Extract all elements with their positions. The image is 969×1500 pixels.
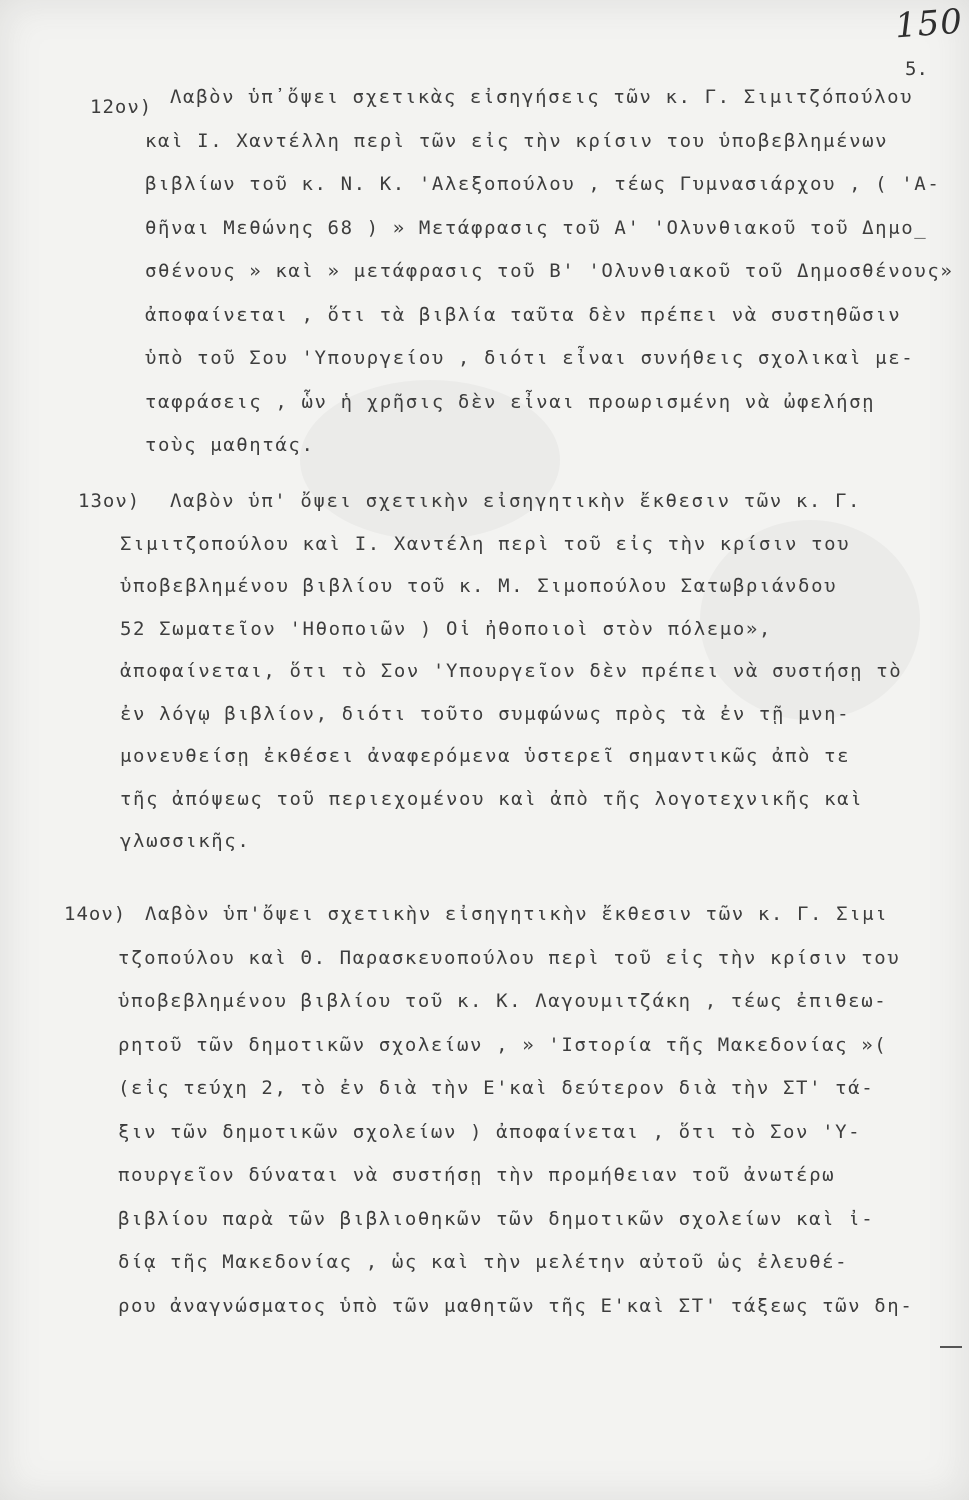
- text-line: ἐν λόγῳ βιβλίον, διότι τοῦτο συμφώνως πρὸς τὰ ἐν τῇ μνη-: [120, 702, 851, 725]
- text-line: Λαβὸν ὑπ'ὄψει σχετικὴν εἰσηγητικὴν ἔκθεσιν τῶν κ. Γ. Σιμι: [145, 903, 889, 925]
- text-line: ὑποβεβλημένου βιβλίου τοῦ κ. Μ. Σιμοπούλου Σατωβριάνδου: [120, 575, 838, 597]
- text-line: ρου ἀναγνώσματος ὑπὸ τῶν μαθητῶν τῆς Ε'καὶ ΣΤ' τάξεως τῶν δη-: [118, 1294, 914, 1317]
- text-line: ρητοῦ τῶν δημοτικῶν σχολείων , » 'Ιστορία τῆς Μακεδονίας »(: [118, 1033, 888, 1056]
- text-line: γλωσσικῆς.: [120, 830, 251, 852]
- text-line: τοὺς μαθητάς.: [145, 434, 315, 456]
- text-line: 52 Σωματεῖον 'Ηθοποιῶν ) Οἱ ἠθοποιοὶ στὸν πόλεμο»,: [120, 617, 772, 640]
- text-line: τῆς ἀπόψεως τοῦ περιεχομένου καὶ ἀπὸ τῆς λογοτεχνικῆς καὶ: [120, 787, 864, 810]
- text-line: ἀποφαίνεται, ὅτι τὸ Σον 'Υπουργεῖον δὲν πρέπει νὰ συστήσῃ τὸ: [120, 660, 903, 682]
- text-line: Σιμιτζοπούλου καὶ Ι. Χαντέλη περὶ τοῦ εἰς τὴν κρίσιν του: [120, 532, 851, 555]
- text-line: καὶ Ι. Χαντέλλη περὶ τῶν εἰς τὴν κρίσιν του ὑποβεβλημένων: [145, 129, 889, 152]
- margin-mark: [940, 1346, 962, 1348]
- text-line: βιβλίων τοῦ κ. Ν. Κ. 'Αλεξοπούλου , τέως Γυμνασιάρχου , ( 'Α-: [145, 173, 941, 195]
- text-line: σθένους » καὶ » μετάφρασις τοῦ Β' 'Ολυνθιακοῦ τοῦ Δημοσθένους»: [145, 260, 954, 282]
- text-line: ταφράσεις , ὧν ἡ χρῆσις δὲν εἶναι προωρισμένη νὰ ὠφελήσῃ: [145, 390, 876, 413]
- item-number: 12ον): [90, 96, 153, 118]
- text-line: βιβλίου παρὰ τῶν βιβλιοθηκῶν τῶν δημοτικῶν σχολείων καὶ ἰ-: [118, 1207, 875, 1230]
- text-line: Λαβὸν ὑπ᾽ὄψει σχετικὰς εἰσηγήσεις τῶν κ. Γ. Σιμιτζόπούλου: [170, 86, 914, 108]
- text-line: μονευθείσῃ ἐκθέσει ἀναφερόμενα ὑστερεῖ σημαντικῶς ἀπὸ τε: [120, 745, 851, 767]
- text-line: δίᾳ τῆς Μακεδονίας , ὡς καὶ τὴν μελέτην αὐτοῦ ὡς ἐλευθέ-: [118, 1251, 849, 1273]
- item-number: 14ον): [64, 903, 127, 925]
- item-number: 13ον): [78, 490, 141, 512]
- text-line: (εἰς τεύχη 2, τὸ ἐν διὰ τὴν Ε'καὶ δεύτερον διὰ τὴν ΣΤ' τά-: [118, 1077, 875, 1099]
- text-line: θῆναι Μεθώνης 68 ) » Μετάφρασις τοῦ Α' 'Ολυνθιακοῦ τοῦ Δημο_: [145, 216, 928, 239]
- text-line: ξιν τῶν δημοτικῶν σχολείων ) ἀποφαίνεται , ὅτι τὸ Σον 'Υ-: [118, 1120, 862, 1143]
- text-line: ἀποφαίνεται , ὅτι τὰ βιβλία ταῦτα δὲν πρέπει νὰ συστηθῶσιν: [145, 303, 902, 326]
- text-line: τζοπούλου καὶ Θ. Παρασκευοπούλου περὶ τοῦ εἰς τὴν κρίσιν του: [118, 946, 901, 969]
- page-number: 5.: [905, 58, 928, 80]
- handwritten-page-number: 150: [893, 1, 965, 47]
- text-line: πουργεῖον δύναται νὰ συστήσῃ τὴν προμήθειαν τοῦ ἀνωτέρω: [118, 1164, 836, 1186]
- text-line: ὑποβεβλημένου βιβλίου τοῦ κ. Κ. Λαγουμιτζάκη , τέως ἐπιθεω-: [118, 990, 888, 1012]
- text-line: ὑπὸ τοῦ Σου 'Υπουργείου , διότι εἶναι συνήθεις σχολικαὶ με-: [145, 347, 915, 369]
- text-line: Λαβὸν ὑπ' ὄψει σχετικὴν εἰσηγητικὴν ἔκθεσιν τῶν κ. Γ.: [170, 490, 862, 512]
